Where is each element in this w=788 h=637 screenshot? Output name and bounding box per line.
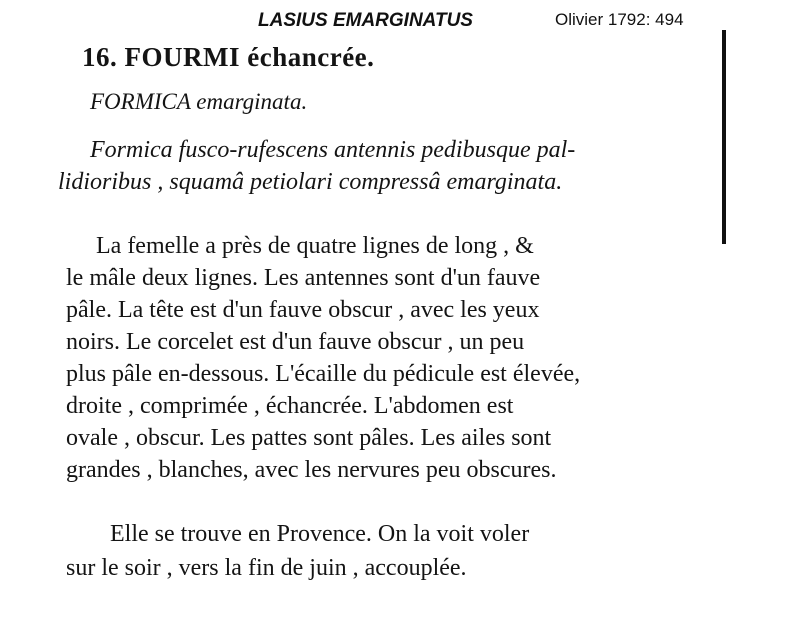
description-line: noirs. Le corcelet est d'un fauve obscur , un peu (66, 329, 525, 355)
habitat-line: Elle se trouve en Provence. On la voit voler (110, 521, 530, 547)
latin-name: FORMICA emarginata. (90, 89, 308, 114)
species-title: LASIUS EMARGINATUS (258, 10, 473, 31)
column-rule (722, 30, 726, 244)
description-line: le mâle deux lignes. Les antennes sont d'un fauve (66, 265, 541, 291)
source-citation: Olivier 1792: 494 (555, 10, 684, 29)
description-line: ovale , obscur. Les pattes sont pâles. Les ailes sont (66, 425, 552, 451)
entry-heading: 16. FOURMI échancrée. (82, 42, 375, 72)
description-line: La femelle a près de quatre lignes de long , & (96, 233, 534, 259)
diagnosis-line: lidioribus , squamâ petiolari compressâ emarginata. (58, 169, 563, 195)
habitat-line: sur le soir , vers la fin de juin , accouplée. (66, 555, 467, 581)
description-line: plus pâle en-dessous. L'écaille du pédicule est élevée, (66, 361, 581, 387)
diagnosis-line: Formica fusco-rufescens antennis pedibusque pal- (90, 137, 576, 163)
description-line: grandes , blanches, avec les nervures peu obscures. (66, 457, 557, 483)
description-line: droite , comprimée , échancrée. L'abdomen est (66, 393, 514, 419)
description-line: pâle. La tête est d'un fauve obscur , avec les yeux (66, 297, 540, 323)
